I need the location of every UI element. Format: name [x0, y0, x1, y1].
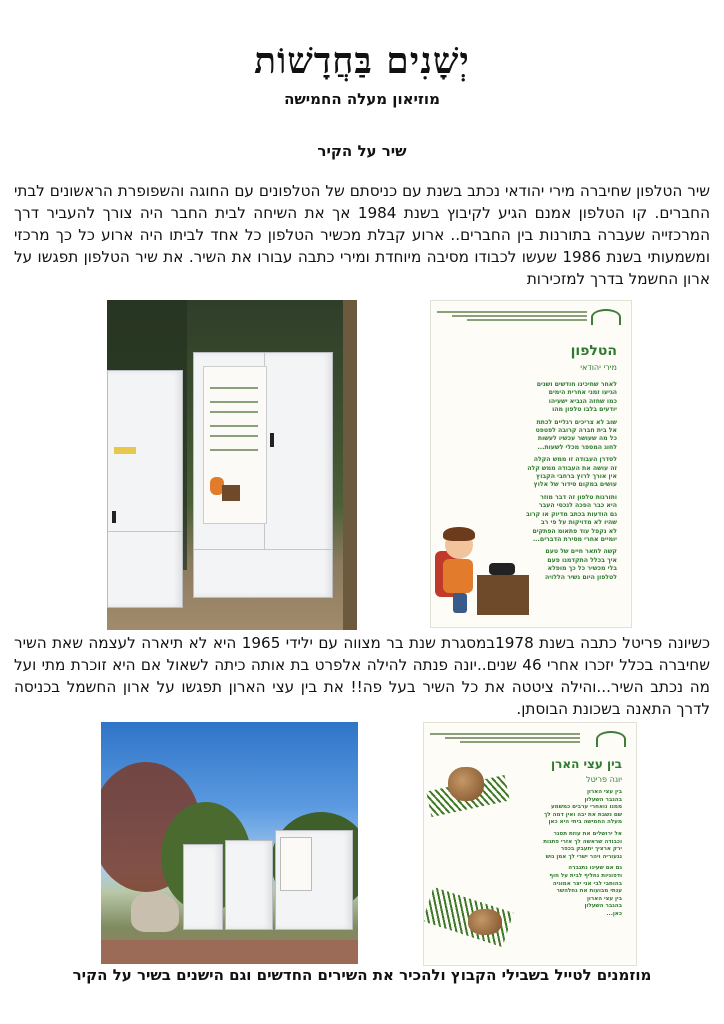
poster-verse-line: כמו שחזה הנביא ישעיהו: [548, 397, 617, 405]
poster-verse-line: שוב לא צריכים רגליים לכתת: [536, 418, 617, 426]
poster-verse-line: ותורנות טלפון זה דבר מוזר: [540, 493, 617, 501]
poster-verse-line: בהגבר השעלון: [584, 796, 622, 803]
poster-verses: [492, 789, 622, 919]
paragraph-cedar-song: כשיונה פריטל כתבה בשנת 1978במסגרת שנת בר מצווה עם ילידי 1965 היא לא תיארה לעצמה שאת השיר שחיברה בכלל יזכרו אחרי 46 שנים..יונה פנתה להילה אלפרט בת אותה כיתה לשאול אם היא זוכרת מתי ועל מה נכתב השיר...והילה ציטטה את כל השיר בעל פה!! את בין עצי הארון תפגשו על ארון החשמל בכניסה לדרך התאנה בשכונת הבוסתן.: [14, 634, 710, 718]
tree-trunk: [343, 300, 357, 630]
poster-verse-line: מעלה החמישה ביתי היא כאן: [548, 819, 622, 826]
telephone-icon: [489, 563, 515, 575]
kid-legs-illustration: [453, 593, 467, 613]
poster-verse-line: אין אורך לרוץ ברחבי הקבוץ: [536, 473, 617, 481]
poster-verse-line: לסדרן העבודה זו ממש הקלה: [533, 456, 617, 464]
poster-author: יונה פריטל: [586, 775, 622, 784]
cabinet-handle: [112, 511, 116, 523]
cabinet-label: [114, 447, 136, 454]
poster-verse-line: גם הודעות בכתב מדיוק או קרוב: [525, 510, 617, 518]
poster-header-lines: [430, 731, 580, 745]
poster-line: [210, 425, 258, 427]
kibbutz-logo-icon: [596, 731, 626, 747]
cabinet-poster-mini: [203, 366, 267, 524]
poster-verse-line: הגיעו זמני אחרית הימים: [548, 389, 617, 397]
poster-verse-line: זה עושה את העבודה ממש קלה: [527, 464, 617, 472]
cabinet: [225, 840, 273, 930]
cabinet-handle: [270, 433, 274, 447]
poster-line: [210, 411, 258, 413]
poster-title: בין עצי הארן: [550, 757, 622, 771]
poster-verse-line: יודעים בלבו טלפון מהו: [552, 406, 617, 414]
poster-verse-line: לחוג המספר מכלי לשעות...: [537, 443, 617, 451]
poster-verse-line: בהותבי לבי אני יצר אמוניה: [552, 880, 622, 887]
poster-cedar-song: [423, 722, 637, 966]
poster-verse-line: בין עצי הארון: [586, 895, 622, 902]
poster-verse-line: נגעוריה ויהר ישרי לך אמן גוש: [545, 853, 622, 860]
poster-verse-line: קשה לתאר חיים של טעם: [545, 548, 617, 556]
poster-verse-line: לאחר שחיכינו חודשים ושנים: [536, 381, 617, 388]
cabinet-left: [107, 370, 183, 608]
paragraph-telephone-song: שיר הטלפון שחיברה מירי יהודאי נכתב בשנת עם כניסתם של הטלפונים עם החוגה והשפופרת הראשונים לבתי החברים. קו הטלפון אמנם הגיע לקיבוץ בשנת 1984 אך את השיחה לבית החבר היה צורך להעביר דרך המרכזייה שעברה בתורנות בין החברים.. ארוע קבלת מכשיר הטלפון כל אחד לביתו היה ארוע כל כך מרכזי ומשמעותי בשנת 1986 שעשו לכבודו מסיבה מיוחדת ומירי כתבה עבורו את השיר. את שיר הטלפון תפגשו על ארון החשמל בדרך למזכירות: [14, 182, 710, 288]
poster-line: [210, 449, 258, 451]
desk-illustration: [477, 575, 529, 615]
pine-cone-icon: [448, 767, 484, 801]
poster-line: [210, 387, 258, 389]
poster-verse-line: כאן...: [606, 910, 622, 917]
pine-cone-icon: [468, 909, 502, 935]
kid-illustration: [443, 559, 473, 593]
poster-verse-line: לטלפון היום נשיר הללויה: [545, 573, 617, 581]
kid-hair-illustration: [443, 527, 475, 541]
poster-line: [210, 435, 258, 437]
cabinet-poster-mini: [280, 837, 312, 891]
poster-verse-line: ירק ארציך יתעבק בכפר: [560, 846, 622, 853]
poster-author: מירי יהודאי: [580, 363, 617, 372]
cabinet-seam: [108, 531, 182, 532]
kibbutz-logo-icon: [591, 309, 621, 325]
poster-verse-line: עושים במקום סידור של אלוץ: [533, 481, 617, 489]
poster-verse-line: שהיו לא מדויקות על פי רב: [540, 519, 617, 527]
page-title: יְשָׁנִים בַּחֲדָשׁוֹת: [254, 40, 470, 82]
cabinet: [183, 844, 223, 930]
footer-invitation: מוזמנים לטייל בשבילי הקבוץ ולהכיר את השירים החדשים וגם הישנים בשיר על הקיר: [72, 966, 652, 984]
poster-telephone-song: [430, 300, 632, 628]
poster-verse-line: גם אם שעינו נתגברה: [568, 865, 622, 872]
photo-electric-cabinets-cedar: [101, 722, 358, 964]
photo-electric-cabinets-telephone: [107, 300, 357, 630]
poster-verse-line: בין עצי הארון: [586, 789, 622, 795]
cabinet-seam: [194, 549, 332, 550]
rock: [131, 892, 179, 932]
poster-line: [210, 401, 258, 403]
poster-verse-line: היא כבר הפכה לנכסי העבר: [538, 502, 617, 510]
poster-verse-line: ממנו נואחרי ערבים כמשמע: [550, 804, 622, 811]
section-title: שיר על הקיר: [317, 142, 407, 160]
poster-verse-line: ענתי מבועות את נחלהשר: [556, 888, 622, 895]
poster-verse-line: אל ירושלים את עוזת תסגר: [553, 830, 622, 837]
red-wall: [101, 940, 358, 964]
poster-verse-line: לא נקפל עוד פתאומ הפתקים: [532, 527, 617, 535]
poster-header-lines: [437, 309, 587, 323]
poster-verse-line: אל בית חברה קרובה לפטפט: [535, 427, 617, 435]
poster-verse-line: בלי מכשיר כל כך מופלא: [547, 565, 617, 573]
poster-verse-line: יומיים אחרי מסירת הדברים...: [532, 535, 617, 543]
poster-verses: [467, 381, 617, 582]
poster-verse-line: ודפוניות נחליף לבית על חוף: [549, 872, 622, 879]
cabinet: [275, 830, 353, 930]
poster-verse-line: וכבודה שראשה לך אזרי פתגות: [543, 838, 622, 845]
poster-verse-line: שם נשבת את יבה ואין דמה לך: [544, 811, 622, 818]
poster-verse-line: איך בכלל התקדמנו פעם: [547, 556, 617, 564]
poster-verse-line: בהגבר השעלון: [584, 903, 622, 910]
poster-title: הטלפון: [570, 343, 617, 359]
mini-desk-illustration: [222, 485, 240, 501]
page-subtitle: מוזיאון מעלה החמישה: [284, 90, 440, 108]
poster-verse-line: כל מה שעושר עכשיו לעשות: [537, 435, 617, 443]
